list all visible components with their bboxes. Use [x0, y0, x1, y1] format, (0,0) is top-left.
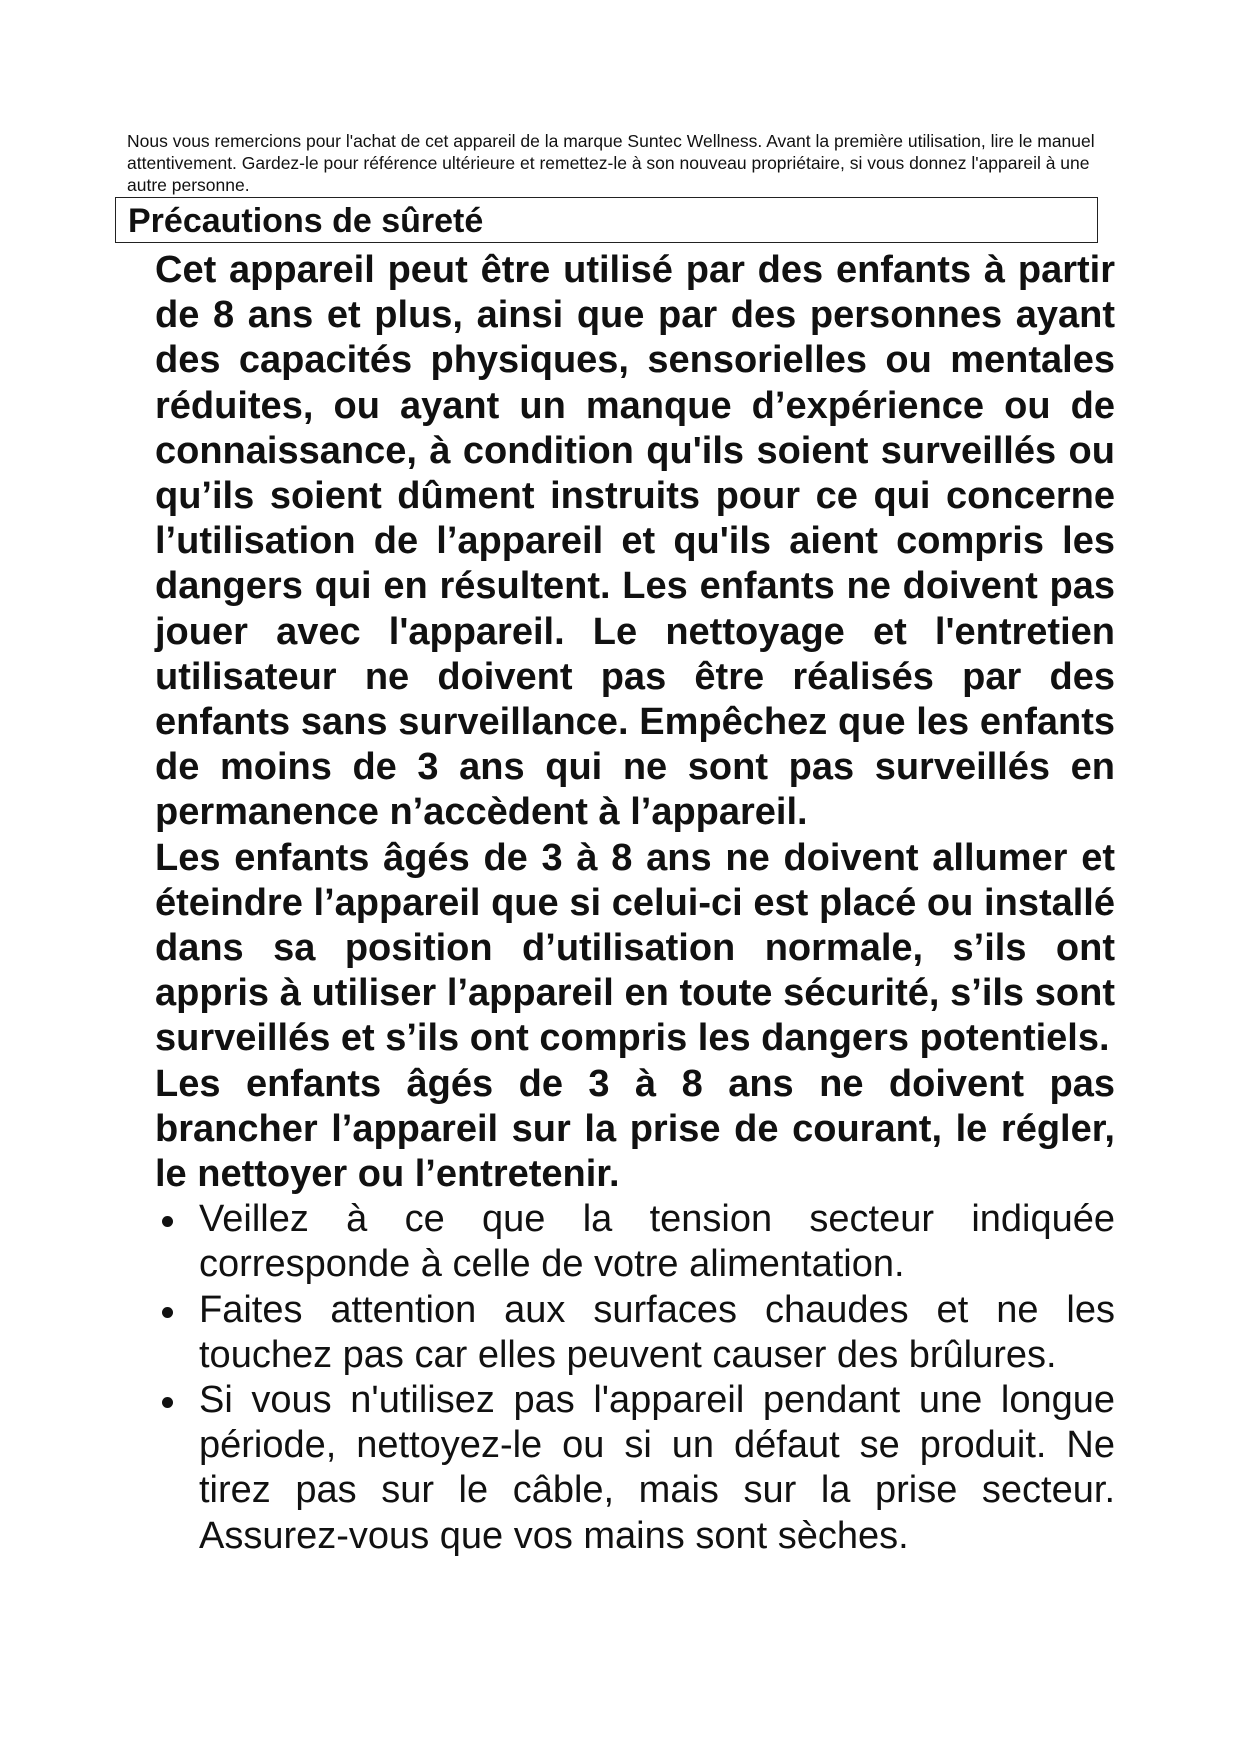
- safety-instructions: [155, 248, 1115, 1559]
- warning-paragraph-children: Cet appareil peut être utilisé par des enfants à partir de 8 ans et plus, ainsi que par des personnes ayant des capacités physiques, sensorielles ou mentales réduites, ou ayant un manque d’expérience ou de connaissance, à condition qu'ils soient surveillés ou qu’ils soient dûment instruits pour ce qui concerne l’utilisation de l’appareil et qu'ils aient compris les dangers qui en résultent. Les enfants ne doivent pas jouer avec l'appareil. Le nettoyage et l'entretien utilisateur ne doivent pas être réalisés par des enfants sans surveillance. Empêchez que les enfants de moins de 3 ans qui ne sont pas surveillés en permanence n’accèdent à l’appareil.: [155, 249, 1115, 834]
- section-heading: Précautions de sûreté: [128, 202, 484, 240]
- list-item: [155, 1378, 1115, 1559]
- warning-paragraph-switching: Les enfants âgés de 3 à 8 ans ne doivent allumer et éteindre l’appareil que si celui-ci est placé ou installé dans sa position d’utilisation normale, s’ils ont appris à utiliser l’appareil en toute sécurité, s’ils sont surveillés et s’ils ont compris les dangers potentiels.: [155, 836, 1115, 1060]
- bullet-dot-icon: [162, 1307, 173, 1318]
- bullet-dot-icon: [162, 1397, 173, 1408]
- list-item-text: Faites attention aux surfaces chaudes et ne les touchez pas car elles peuvent causer des brûlures.: [199, 1288, 1115, 1376]
- list-item-text: Si vous n'utilisez pas l'appareil pendant une longue période, nettoyez-le ou si un défaut se produit. Ne tirez pas sur le câble, mais sur la prise secteur. Assurez-vous que vos mains sont sèches.: [199, 1379, 1115, 1557]
- warning-paragraph-plugging: Les enfants âgés de 3 à 8 ans ne doivent pas brancher l’appareil sur la prise de courant, le régler, le nettoyer ou l’entretenir.: [155, 1062, 1115, 1196]
- list-item: [155, 1288, 1115, 1378]
- list-item-text: Veillez à ce que la tension secteur indiquée corresponde à celle de votre alimentation.: [199, 1198, 1115, 1286]
- bullet-list: [155, 1197, 1115, 1559]
- list-item: [155, 1197, 1115, 1287]
- section-heading-box: [115, 197, 1098, 243]
- bullet-dot-icon: [162, 1216, 173, 1227]
- intro-text: Nous vous remercions pour l'achat de cet appareil de la marque Suntec Wellness. Avant la première utilisation, lire le manuel attentivement. Gardez-le pour référence ultérieure et remettez-le à son nouveau propriétaire, si vous donnez l'appareil à une autre personne.: [127, 131, 1095, 195]
